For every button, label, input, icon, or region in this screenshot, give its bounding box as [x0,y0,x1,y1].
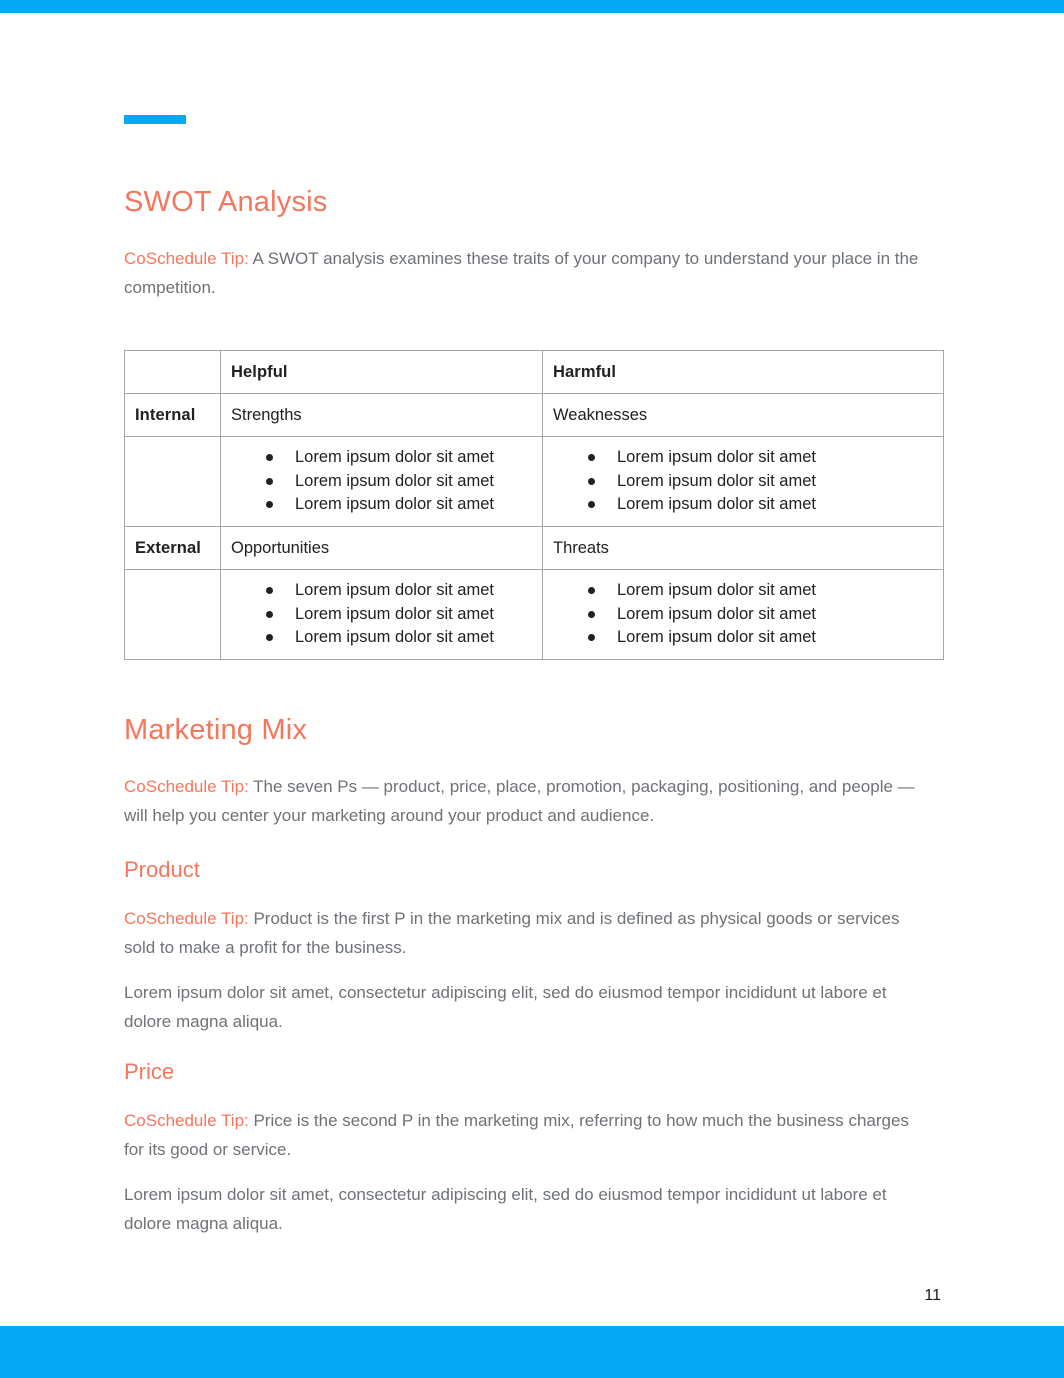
header-cell-empty [125,351,221,394]
strengths-cell: Strengths [221,394,543,437]
tip-label: CoSchedule Tip: [124,909,249,928]
threats-cell: Threats [543,527,944,570]
internal-bullets-row [125,437,944,527]
tip-text: The seven Ps — product, price, place, promotion, packaging, positioning, and people — will help you center your marketing around your product and audience. [124,777,915,825]
list-item: Lorem ipsum dolor sit amet [587,493,943,517]
external-label-row [125,527,944,570]
weaknesses-cell: Weaknesses [543,394,944,437]
list-item: Lorem ipsum dolor sit amet [265,603,542,627]
swot-title: SWOT Analysis [124,186,328,218]
threats-list [543,579,943,650]
tip-label: CoSchedule Tip: [124,777,249,796]
list-item: Lorem ipsum dolor sit amet [587,603,943,627]
tip-text: Price is the second P in the marketing mix, referring to how much the business charges for its good or service. [124,1111,909,1159]
opportunities-bullets-cell [221,570,543,660]
price-heading: Price [124,1059,175,1084]
marketing-mix-title: Marketing Mix [124,714,308,746]
internal-label-row [125,394,944,437]
product-heading: Product [124,857,200,882]
list-item: Lorem ipsum dolor sit amet [265,470,542,494]
weaknesses-list [543,446,943,517]
price-tip [124,1106,929,1164]
list-item: Lorem ipsum dolor sit amet [587,470,943,494]
swot-table [124,350,944,660]
accent-line [124,115,186,124]
opportunities-list [221,579,542,650]
opportunities-cell: Opportunities [221,527,543,570]
list-item: Lorem ipsum dolor sit amet [265,579,542,603]
tip-label: CoSchedule Tip: [124,1111,249,1130]
external-bullets-row [125,570,944,660]
table-header-row [125,351,944,394]
internal-label-cell: Internal [125,394,221,437]
price-body: Lorem ipsum dolor sit amet, consectetur adipiscing elit, sed do eiusmod tempor incididunt ut labore et dolore magna aliqua. [124,1185,887,1233]
strengths-list [221,446,542,517]
tip-text: Product is the first P in the marketing mix and is defined as physical goods or services sold to make a profit for the business. [124,909,900,957]
header-cell-helpful: Helpful [221,351,543,394]
swot-tip [124,244,929,302]
external-bullets-empty-cell [125,570,221,660]
top-accent-bar [0,0,1064,13]
threats-bullets-cell [543,570,944,660]
marketing-mix-tip [124,772,929,830]
weaknesses-bullets-cell [543,437,944,527]
product-tip [124,904,929,962]
product-body: Lorem ipsum dolor sit amet, consectetur adipiscing elit, sed do eiusmod tempor incididunt ut labore et dolore magna aliqua. [124,983,887,1031]
internal-bullets-empty-cell [125,437,221,527]
strengths-bullets-cell [221,437,543,527]
header-cell-harmful: Harmful [543,351,944,394]
list-item: Lorem ipsum dolor sit amet [587,579,943,603]
list-item: Lorem ipsum dolor sit amet [265,446,542,470]
tip-label: CoSchedule Tip: [124,249,249,268]
list-item: Lorem ipsum dolor sit amet [587,626,943,650]
list-item: Lorem ipsum dolor sit amet [265,493,542,517]
tip-text: A SWOT analysis examines these traits of your company to understand your place in the competition. [124,249,919,297]
external-label-cell: External [125,527,221,570]
list-item: Lorem ipsum dolor sit amet [587,446,943,470]
bottom-accent-bar [0,1326,1064,1378]
page-number: 11 [924,1287,941,1304]
list-item: Lorem ipsum dolor sit amet [265,626,542,650]
page-content [124,13,944,1238]
